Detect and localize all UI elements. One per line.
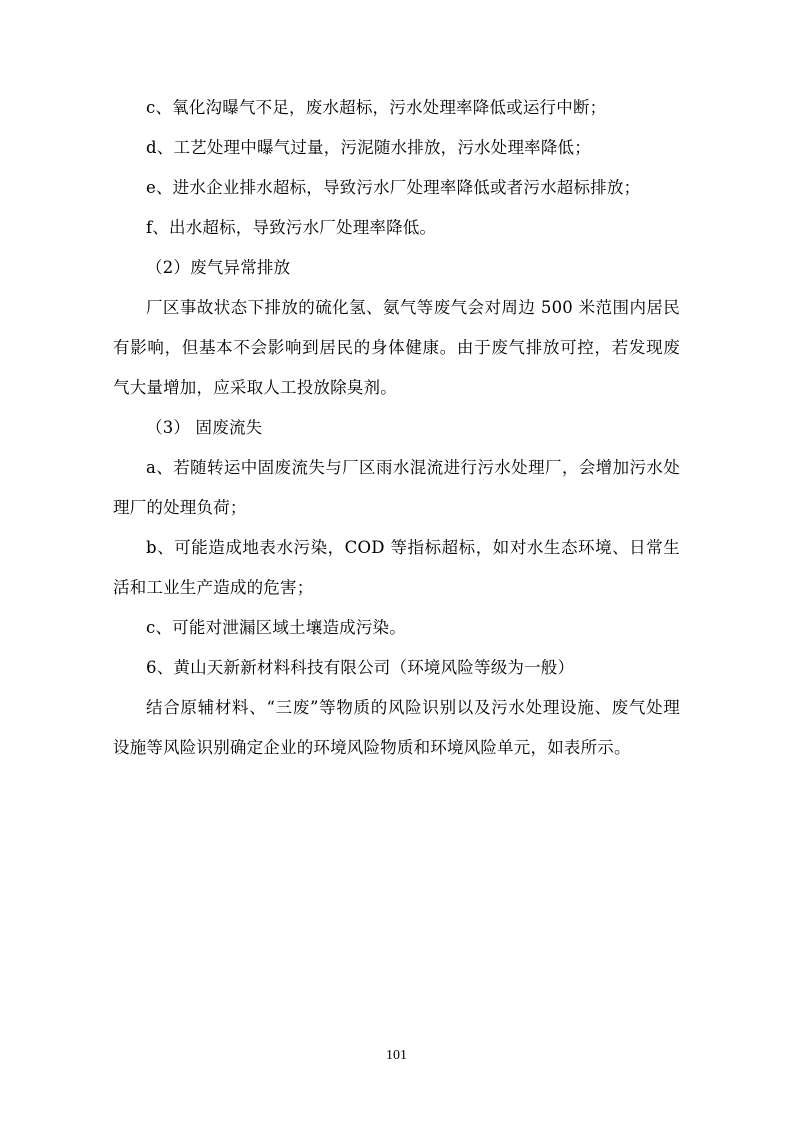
paragraph-waste-gas-impact: 厂区事故状态下排放的硫化氢、氨气等废气会对周边 500 米范围内居民有影响，但基本不会影响到居民的身体健康。由于废气排放可控，若发现废气大量增加，应采取人工投放除臭剂。	[113, 298, 680, 397]
heading-waste-gas-abnormal-discharge: （2）废气异常排放	[146, 258, 291, 277]
paragraph-c-oxidation-ditch: c、氧化沟曝气不足，废水超标，污水处理率降低或运行中断；	[146, 98, 607, 117]
document-body	[113, 88, 680, 768]
page-number: 101	[386, 1048, 407, 1063]
paragraph-d-aeration-excess: d、工艺处理中曝气过量，污泥随水排放，污水处理率降低；	[146, 138, 591, 157]
paragraph-b-surface-water-pollution: b、可能造成地表水污染，COD 等指标超标，如对水生态环境、日常生活和工业生产造成的危害；	[113, 538, 680, 597]
paragraph-f-effluent-exceedance: f、出水超标，导致污水厂处理率降低。	[146, 218, 437, 237]
heading-solid-waste-loss: （3） 固废流失	[146, 418, 263, 437]
paragraph-a-solid-waste-runoff: a、若随转运中固废流失与厂区雨水混流进行污水处理厂，会增加污水处理厂的处理负荷；	[113, 458, 680, 517]
paragraph-c-soil-pollution: c、可能对泄漏区域土壤造成污染。	[146, 618, 406, 637]
paragraph-risk-identification-summary: 结合原辅材料、“三废”等物质的风险识别以及污水处理设施、废气处理设施等风险识别确定企业的环境风险物质和环境风险单元，如表所示。	[113, 698, 680, 757]
heading-company-six: 6、黄山天新新材料科技有限公司（环境风险等级为一般）	[146, 658, 575, 677]
paragraph-e-influent-exceedance: e、进水企业排水超标，导致污水厂处理率降低或者污水超标排放；	[146, 178, 641, 197]
